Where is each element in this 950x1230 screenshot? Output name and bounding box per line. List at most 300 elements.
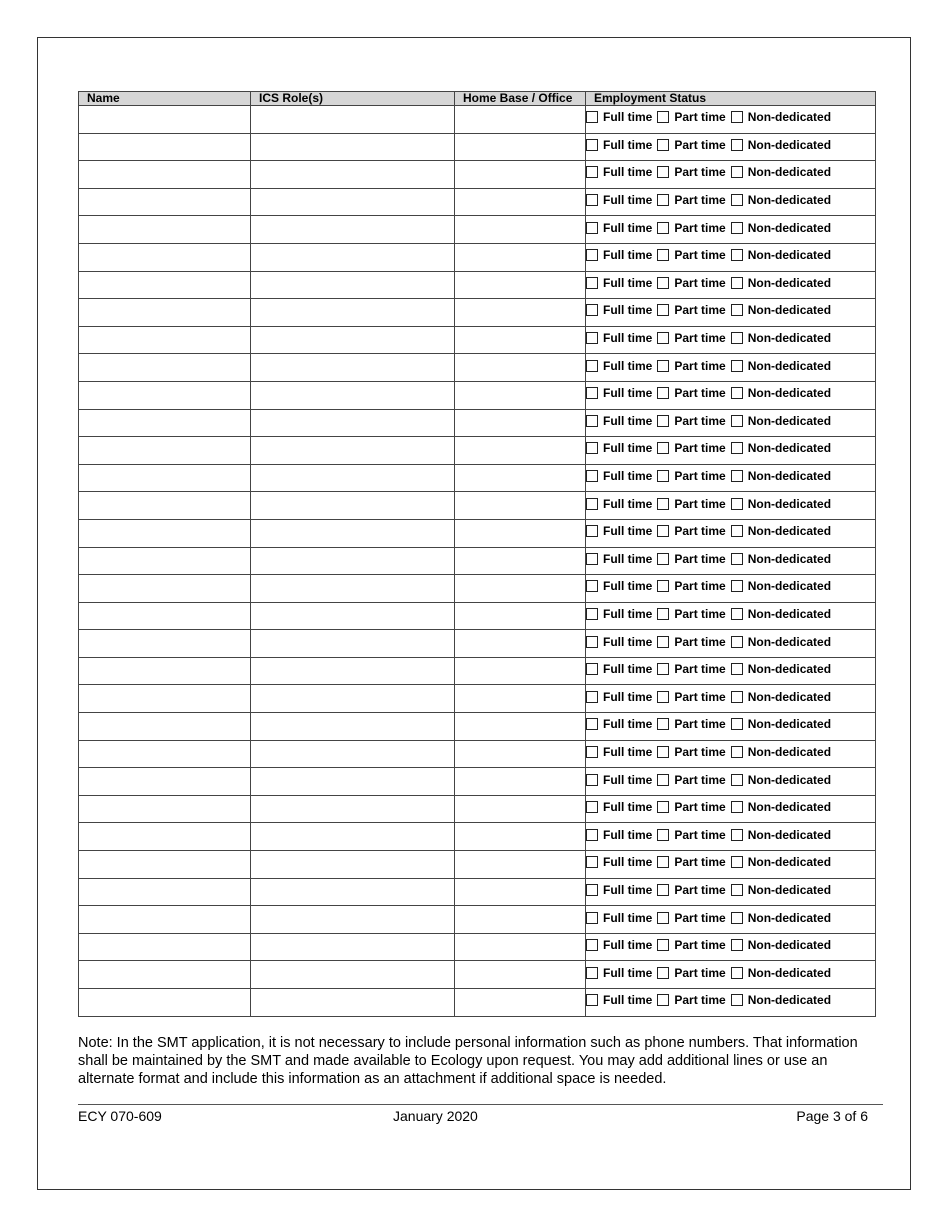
status-option-non-dedicated[interactable] bbox=[731, 773, 831, 787]
name-cell[interactable] bbox=[79, 188, 251, 216]
status-option-full-time[interactable] bbox=[586, 579, 652, 593]
non-dedicated-checkbox[interactable] bbox=[731, 470, 743, 482]
full-time-checkbox[interactable] bbox=[586, 442, 598, 454]
non-dedicated-checkbox[interactable] bbox=[731, 636, 743, 648]
status-option-non-dedicated[interactable] bbox=[731, 331, 831, 345]
status-option-part-time[interactable] bbox=[657, 193, 725, 207]
status-option-full-time[interactable] bbox=[586, 552, 652, 566]
home-base-cell[interactable] bbox=[455, 188, 586, 216]
home-base-cell[interactable] bbox=[455, 437, 586, 465]
full-time-checkbox[interactable] bbox=[586, 912, 598, 924]
status-option-full-time[interactable] bbox=[586, 828, 652, 842]
full-time-checkbox[interactable] bbox=[586, 553, 598, 565]
name-cell[interactable] bbox=[79, 906, 251, 934]
ics-role-cell[interactable] bbox=[251, 768, 455, 796]
home-base-cell[interactable] bbox=[455, 299, 586, 327]
name-cell[interactable] bbox=[79, 106, 251, 134]
ics-role-cell[interactable] bbox=[251, 106, 455, 134]
ics-role-cell[interactable] bbox=[251, 464, 455, 492]
part-time-checkbox[interactable] bbox=[657, 442, 669, 454]
status-option-part-time[interactable] bbox=[657, 773, 725, 787]
status-option-non-dedicated[interactable] bbox=[731, 524, 831, 538]
status-option-full-time[interactable] bbox=[586, 993, 652, 1007]
home-base-cell[interactable] bbox=[455, 740, 586, 768]
home-base-cell[interactable] bbox=[455, 961, 586, 989]
status-option-full-time[interactable] bbox=[586, 966, 652, 980]
home-base-cell[interactable] bbox=[455, 464, 586, 492]
status-option-full-time[interactable] bbox=[586, 800, 652, 814]
name-cell[interactable] bbox=[79, 630, 251, 658]
status-option-full-time[interactable] bbox=[586, 138, 652, 152]
full-time-checkbox[interactable] bbox=[586, 856, 598, 868]
status-option-full-time[interactable] bbox=[586, 331, 652, 345]
home-base-cell[interactable] bbox=[455, 989, 586, 1017]
part-time-checkbox[interactable] bbox=[657, 553, 669, 565]
status-option-full-time[interactable] bbox=[586, 497, 652, 511]
status-option-non-dedicated[interactable] bbox=[731, 993, 831, 1007]
status-option-part-time[interactable] bbox=[657, 966, 725, 980]
part-time-checkbox[interactable] bbox=[657, 332, 669, 344]
non-dedicated-checkbox[interactable] bbox=[731, 884, 743, 896]
home-base-cell[interactable] bbox=[455, 602, 586, 630]
status-option-non-dedicated[interactable] bbox=[731, 165, 831, 179]
part-time-checkbox[interactable] bbox=[657, 774, 669, 786]
name-cell[interactable] bbox=[79, 492, 251, 520]
status-option-part-time[interactable] bbox=[657, 883, 725, 897]
status-option-non-dedicated[interactable] bbox=[731, 690, 831, 704]
part-time-checkbox[interactable] bbox=[657, 525, 669, 537]
part-time-checkbox[interactable] bbox=[657, 884, 669, 896]
name-cell[interactable] bbox=[79, 713, 251, 741]
status-option-part-time[interactable] bbox=[657, 359, 725, 373]
full-time-checkbox[interactable] bbox=[586, 277, 598, 289]
ics-role-cell[interactable] bbox=[251, 519, 455, 547]
status-option-part-time[interactable] bbox=[657, 745, 725, 759]
status-option-part-time[interactable] bbox=[657, 717, 725, 731]
home-base-cell[interactable] bbox=[455, 547, 586, 575]
name-cell[interactable] bbox=[79, 437, 251, 465]
home-base-cell[interactable] bbox=[455, 713, 586, 741]
part-time-checkbox[interactable] bbox=[657, 829, 669, 841]
full-time-checkbox[interactable] bbox=[586, 470, 598, 482]
full-time-checkbox[interactable] bbox=[586, 360, 598, 372]
ics-role-cell[interactable] bbox=[251, 547, 455, 575]
non-dedicated-checkbox[interactable] bbox=[731, 746, 743, 758]
full-time-checkbox[interactable] bbox=[586, 939, 598, 951]
name-cell[interactable] bbox=[79, 161, 251, 189]
status-option-non-dedicated[interactable] bbox=[731, 579, 831, 593]
ics-role-cell[interactable] bbox=[251, 271, 455, 299]
status-option-full-time[interactable] bbox=[586, 717, 652, 731]
status-option-full-time[interactable] bbox=[586, 110, 652, 124]
part-time-checkbox[interactable] bbox=[657, 249, 669, 261]
status-option-part-time[interactable] bbox=[657, 552, 725, 566]
status-option-part-time[interactable] bbox=[657, 414, 725, 428]
status-option-full-time[interactable] bbox=[586, 911, 652, 925]
home-base-cell[interactable] bbox=[455, 795, 586, 823]
name-cell[interactable] bbox=[79, 354, 251, 382]
home-base-cell[interactable] bbox=[455, 492, 586, 520]
table-row bbox=[79, 243, 876, 271]
ics-role-cell[interactable] bbox=[251, 602, 455, 630]
home-base-cell[interactable] bbox=[455, 133, 586, 161]
full-time-checkbox[interactable] bbox=[586, 636, 598, 648]
non-dedicated-checkbox[interactable] bbox=[731, 360, 743, 372]
non-dedicated-checkbox[interactable] bbox=[731, 553, 743, 565]
status-option-non-dedicated[interactable] bbox=[731, 303, 831, 317]
non-dedicated-checkbox[interactable] bbox=[731, 801, 743, 813]
status-option-non-dedicated[interactable] bbox=[731, 386, 831, 400]
ics-role-cell[interactable] bbox=[251, 657, 455, 685]
full-time-checkbox[interactable] bbox=[586, 139, 598, 151]
full-time-checkbox[interactable] bbox=[586, 415, 598, 427]
ics-role-cell[interactable] bbox=[251, 188, 455, 216]
status-option-full-time[interactable] bbox=[586, 883, 652, 897]
part-time-checkbox[interactable] bbox=[657, 801, 669, 813]
full-time-checkbox[interactable] bbox=[586, 304, 598, 316]
part-time-checkbox[interactable] bbox=[657, 718, 669, 730]
status-option-non-dedicated[interactable] bbox=[731, 221, 831, 235]
full-time-checkbox[interactable] bbox=[586, 663, 598, 675]
non-dedicated-checkbox[interactable] bbox=[731, 939, 743, 951]
status-option-part-time[interactable] bbox=[657, 138, 725, 152]
status-option-part-time[interactable] bbox=[657, 938, 725, 952]
status-option-non-dedicated[interactable] bbox=[731, 745, 831, 759]
ics-role-cell[interactable] bbox=[251, 823, 455, 851]
part-time-checkbox[interactable] bbox=[657, 663, 669, 675]
part-time-checkbox[interactable] bbox=[657, 856, 669, 868]
full-time-checkbox[interactable] bbox=[586, 111, 598, 123]
status-option-non-dedicated[interactable] bbox=[731, 193, 831, 207]
name-cell[interactable] bbox=[79, 740, 251, 768]
ics-role-cell[interactable] bbox=[251, 685, 455, 713]
non-dedicated-checkbox[interactable] bbox=[731, 608, 743, 620]
status-option-part-time[interactable] bbox=[657, 221, 725, 235]
status-option-part-time[interactable] bbox=[657, 248, 725, 262]
home-base-cell[interactable] bbox=[455, 906, 586, 934]
non-dedicated-checkbox[interactable] bbox=[731, 912, 743, 924]
status-option-part-time[interactable] bbox=[657, 690, 725, 704]
status-option-non-dedicated[interactable] bbox=[731, 497, 831, 511]
ics-role-cell[interactable] bbox=[251, 933, 455, 961]
status-option-full-time[interactable] bbox=[586, 276, 652, 290]
status-option-non-dedicated[interactable] bbox=[731, 276, 831, 290]
ics-role-cell[interactable] bbox=[251, 989, 455, 1017]
non-dedicated-checkbox[interactable] bbox=[731, 580, 743, 592]
status-option-non-dedicated[interactable] bbox=[731, 138, 831, 152]
ics-role-cell[interactable] bbox=[251, 492, 455, 520]
non-dedicated-checkbox[interactable] bbox=[731, 277, 743, 289]
status-option-non-dedicated[interactable] bbox=[731, 938, 831, 952]
status-option-part-time[interactable] bbox=[657, 828, 725, 842]
status-option-non-dedicated[interactable] bbox=[731, 469, 831, 483]
name-cell[interactable] bbox=[79, 575, 251, 603]
status-option-non-dedicated[interactable] bbox=[731, 635, 831, 649]
non-dedicated-checkbox[interactable] bbox=[731, 111, 743, 123]
status-option-part-time[interactable] bbox=[657, 386, 725, 400]
part-time-checkbox[interactable] bbox=[657, 912, 669, 924]
non-dedicated-checkbox[interactable] bbox=[731, 332, 743, 344]
status-option-part-time[interactable] bbox=[657, 635, 725, 649]
home-base-cell[interactable] bbox=[455, 106, 586, 134]
name-cell[interactable] bbox=[79, 519, 251, 547]
status-option-full-time[interactable] bbox=[586, 607, 652, 621]
ics-role-cell[interactable] bbox=[251, 795, 455, 823]
non-dedicated-checkbox[interactable] bbox=[731, 387, 743, 399]
name-cell[interactable] bbox=[79, 851, 251, 879]
status-option-full-time[interactable] bbox=[586, 441, 652, 455]
status-option-non-dedicated[interactable] bbox=[731, 441, 831, 455]
status-option-part-time[interactable] bbox=[657, 607, 725, 621]
status-option-part-time[interactable] bbox=[657, 110, 725, 124]
part-time-checkbox[interactable] bbox=[657, 139, 669, 151]
full-time-checkbox[interactable] bbox=[586, 718, 598, 730]
full-time-checkbox[interactable] bbox=[586, 222, 598, 234]
status-option-full-time[interactable] bbox=[586, 938, 652, 952]
status-option-non-dedicated[interactable] bbox=[731, 607, 831, 621]
non-dedicated-checkbox[interactable] bbox=[731, 525, 743, 537]
home-base-cell[interactable] bbox=[455, 519, 586, 547]
full-time-checkbox[interactable] bbox=[586, 194, 598, 206]
ics-role-cell[interactable] bbox=[251, 906, 455, 934]
status-option-part-time[interactable] bbox=[657, 579, 725, 593]
non-dedicated-checkbox[interactable] bbox=[731, 856, 743, 868]
name-cell[interactable] bbox=[79, 271, 251, 299]
full-time-checkbox[interactable] bbox=[586, 608, 598, 620]
ics-role-cell[interactable] bbox=[251, 437, 455, 465]
status-option-full-time[interactable] bbox=[586, 690, 652, 704]
name-cell[interactable] bbox=[79, 547, 251, 575]
name-cell[interactable] bbox=[79, 381, 251, 409]
status-option-full-time[interactable] bbox=[586, 469, 652, 483]
part-time-checkbox[interactable] bbox=[657, 194, 669, 206]
ics-role-cell[interactable] bbox=[251, 878, 455, 906]
status-option-full-time[interactable] bbox=[586, 635, 652, 649]
name-cell[interactable] bbox=[79, 933, 251, 961]
status-option-non-dedicated[interactable] bbox=[731, 800, 831, 814]
non-dedicated-checkbox[interactable] bbox=[731, 718, 743, 730]
ics-role-cell[interactable] bbox=[251, 575, 455, 603]
ics-role-cell[interactable] bbox=[251, 133, 455, 161]
status-option-part-time[interactable] bbox=[657, 662, 725, 676]
ics-role-cell[interactable] bbox=[251, 161, 455, 189]
ics-role-cell[interactable] bbox=[251, 740, 455, 768]
non-dedicated-checkbox[interactable] bbox=[731, 194, 743, 206]
part-time-checkbox[interactable] bbox=[657, 498, 669, 510]
part-time-checkbox[interactable] bbox=[657, 994, 669, 1006]
home-base-cell[interactable] bbox=[455, 354, 586, 382]
full-time-checkbox[interactable] bbox=[586, 691, 598, 703]
non-dedicated-checkbox[interactable] bbox=[731, 691, 743, 703]
name-cell[interactable] bbox=[79, 216, 251, 244]
part-time-checkbox[interactable] bbox=[657, 166, 669, 178]
home-base-cell[interactable] bbox=[455, 685, 586, 713]
home-base-cell[interactable] bbox=[455, 326, 586, 354]
home-base-cell[interactable] bbox=[455, 161, 586, 189]
part-time-checkbox[interactable] bbox=[657, 277, 669, 289]
name-cell[interactable] bbox=[79, 878, 251, 906]
part-time-checkbox[interactable] bbox=[657, 415, 669, 427]
ics-role-cell[interactable] bbox=[251, 326, 455, 354]
non-dedicated-checkbox[interactable] bbox=[731, 442, 743, 454]
name-cell[interactable] bbox=[79, 133, 251, 161]
home-base-cell[interactable] bbox=[455, 851, 586, 879]
full-time-checkbox[interactable] bbox=[586, 774, 598, 786]
name-cell[interactable] bbox=[79, 989, 251, 1017]
home-base-cell[interactable] bbox=[455, 878, 586, 906]
home-base-cell[interactable] bbox=[455, 216, 586, 244]
home-base-cell[interactable] bbox=[455, 630, 586, 658]
name-cell[interactable] bbox=[79, 326, 251, 354]
ics-role-cell[interactable] bbox=[251, 299, 455, 327]
home-base-cell[interactable] bbox=[455, 409, 586, 437]
status-option-non-dedicated[interactable] bbox=[731, 248, 831, 262]
name-cell[interactable] bbox=[79, 768, 251, 796]
name-cell[interactable] bbox=[79, 409, 251, 437]
status-option-part-time[interactable] bbox=[657, 524, 725, 538]
full-time-checkbox[interactable] bbox=[586, 525, 598, 537]
status-option-full-time[interactable] bbox=[586, 662, 652, 676]
part-time-checkbox[interactable] bbox=[657, 967, 669, 979]
ics-role-cell[interactable] bbox=[251, 630, 455, 658]
part-time-checkbox[interactable] bbox=[657, 470, 669, 482]
part-time-checkbox[interactable] bbox=[657, 304, 669, 316]
home-base-cell[interactable] bbox=[455, 381, 586, 409]
status-option-part-time[interactable] bbox=[657, 276, 725, 290]
status-option-non-dedicated[interactable] bbox=[731, 414, 831, 428]
status-option-part-time[interactable] bbox=[657, 441, 725, 455]
full-time-checkbox[interactable] bbox=[586, 967, 598, 979]
status-option-part-time[interactable] bbox=[657, 331, 725, 345]
name-cell[interactable] bbox=[79, 464, 251, 492]
ics-role-cell[interactable] bbox=[251, 851, 455, 879]
status-option-full-time[interactable] bbox=[586, 386, 652, 400]
status-option-full-time[interactable] bbox=[586, 414, 652, 428]
status-option-full-time[interactable] bbox=[586, 248, 652, 262]
ics-role-cell[interactable] bbox=[251, 961, 455, 989]
non-dedicated-checkbox[interactable] bbox=[731, 967, 743, 979]
non-dedicated-checkbox[interactable] bbox=[731, 994, 743, 1006]
status-option-full-time[interactable] bbox=[586, 359, 652, 373]
status-option-full-time[interactable] bbox=[586, 773, 652, 787]
part-time-checkbox[interactable] bbox=[657, 691, 669, 703]
status-option-part-time[interactable] bbox=[657, 497, 725, 511]
home-base-cell[interactable] bbox=[455, 271, 586, 299]
table-row bbox=[79, 961, 876, 989]
full-time-checkbox[interactable] bbox=[586, 994, 598, 1006]
status-option-full-time[interactable] bbox=[586, 745, 652, 759]
home-base-cell[interactable] bbox=[455, 823, 586, 851]
name-cell[interactable] bbox=[79, 243, 251, 271]
part-time-checkbox[interactable] bbox=[657, 636, 669, 648]
status-option-full-time[interactable] bbox=[586, 524, 652, 538]
non-dedicated-checkbox[interactable] bbox=[731, 249, 743, 261]
non-dedicated-checkbox[interactable] bbox=[731, 166, 743, 178]
ics-role-cell[interactable] bbox=[251, 243, 455, 271]
status-option-non-dedicated[interactable] bbox=[731, 717, 831, 731]
full-time-checkbox[interactable] bbox=[586, 746, 598, 758]
status-option-part-time[interactable] bbox=[657, 303, 725, 317]
status-option-non-dedicated[interactable] bbox=[731, 828, 831, 842]
status-option-non-dedicated[interactable] bbox=[731, 662, 831, 676]
part-time-checkbox[interactable] bbox=[657, 111, 669, 123]
status-option-part-time[interactable] bbox=[657, 855, 725, 869]
full-time-checkbox[interactable] bbox=[586, 387, 598, 399]
status-option-part-time[interactable] bbox=[657, 993, 725, 1007]
non-dedicated-checkbox[interactable] bbox=[731, 415, 743, 427]
status-option-part-time[interactable] bbox=[657, 469, 725, 483]
full-time-checkbox[interactable] bbox=[586, 166, 598, 178]
status-option-non-dedicated[interactable] bbox=[731, 966, 831, 980]
status-option-full-time[interactable] bbox=[586, 165, 652, 179]
status-option-non-dedicated[interactable] bbox=[731, 552, 831, 566]
name-cell[interactable] bbox=[79, 961, 251, 989]
non-dedicated-checkbox[interactable] bbox=[731, 139, 743, 151]
status-option-non-dedicated[interactable] bbox=[731, 855, 831, 869]
status-option-full-time[interactable] bbox=[586, 855, 652, 869]
non-dedicated-checkbox[interactable] bbox=[731, 304, 743, 316]
part-time-checkbox[interactable] bbox=[657, 580, 669, 592]
ics-role-cell[interactable] bbox=[251, 216, 455, 244]
ics-role-cell[interactable] bbox=[251, 713, 455, 741]
full-time-checkbox[interactable] bbox=[586, 332, 598, 344]
home-base-cell[interactable] bbox=[455, 933, 586, 961]
full-time-checkbox[interactable] bbox=[586, 580, 598, 592]
full-time-checkbox[interactable] bbox=[586, 498, 598, 510]
status-option-non-dedicated[interactable] bbox=[731, 911, 831, 925]
ics-role-cell[interactable] bbox=[251, 381, 455, 409]
name-cell[interactable] bbox=[79, 823, 251, 851]
status-option-part-time[interactable] bbox=[657, 165, 725, 179]
full-time-checkbox[interactable] bbox=[586, 801, 598, 813]
full-time-checkbox[interactable] bbox=[586, 884, 598, 896]
status-option-non-dedicated[interactable] bbox=[731, 359, 831, 373]
part-time-checkbox[interactable] bbox=[657, 939, 669, 951]
name-cell[interactable] bbox=[79, 299, 251, 327]
ics-role-cell[interactable] bbox=[251, 409, 455, 437]
status-option-full-time[interactable] bbox=[586, 193, 652, 207]
status-option-non-dedicated[interactable] bbox=[731, 110, 831, 124]
name-cell[interactable] bbox=[79, 657, 251, 685]
home-base-cell[interactable] bbox=[455, 768, 586, 796]
non-dedicated-checkbox[interactable] bbox=[731, 829, 743, 841]
status-option-non-dedicated[interactable] bbox=[731, 883, 831, 897]
part-time-label: Part time bbox=[674, 717, 726, 732]
status-option-full-time[interactable] bbox=[586, 303, 652, 317]
full-time-checkbox[interactable] bbox=[586, 249, 598, 261]
status-option-part-time[interactable] bbox=[657, 800, 725, 814]
home-base-cell[interactable] bbox=[455, 575, 586, 603]
full-time-checkbox[interactable] bbox=[586, 829, 598, 841]
non-dedicated-checkbox[interactable] bbox=[731, 663, 743, 675]
name-cell[interactable] bbox=[79, 795, 251, 823]
part-time-checkbox[interactable] bbox=[657, 608, 669, 620]
ics-role-cell[interactable] bbox=[251, 354, 455, 382]
non-dedicated-checkbox[interactable] bbox=[731, 774, 743, 786]
part-time-checkbox[interactable] bbox=[657, 222, 669, 234]
part-time-checkbox[interactable] bbox=[657, 387, 669, 399]
non-dedicated-checkbox[interactable] bbox=[731, 222, 743, 234]
home-base-cell[interactable] bbox=[455, 243, 586, 271]
home-base-cell[interactable] bbox=[455, 657, 586, 685]
name-cell[interactable] bbox=[79, 685, 251, 713]
part-time-checkbox[interactable] bbox=[657, 360, 669, 372]
status-option-part-time[interactable] bbox=[657, 911, 725, 925]
non-dedicated-checkbox[interactable] bbox=[731, 498, 743, 510]
status-option-full-time[interactable] bbox=[586, 221, 652, 235]
part-time-checkbox[interactable] bbox=[657, 746, 669, 758]
name-cell[interactable] bbox=[79, 602, 251, 630]
